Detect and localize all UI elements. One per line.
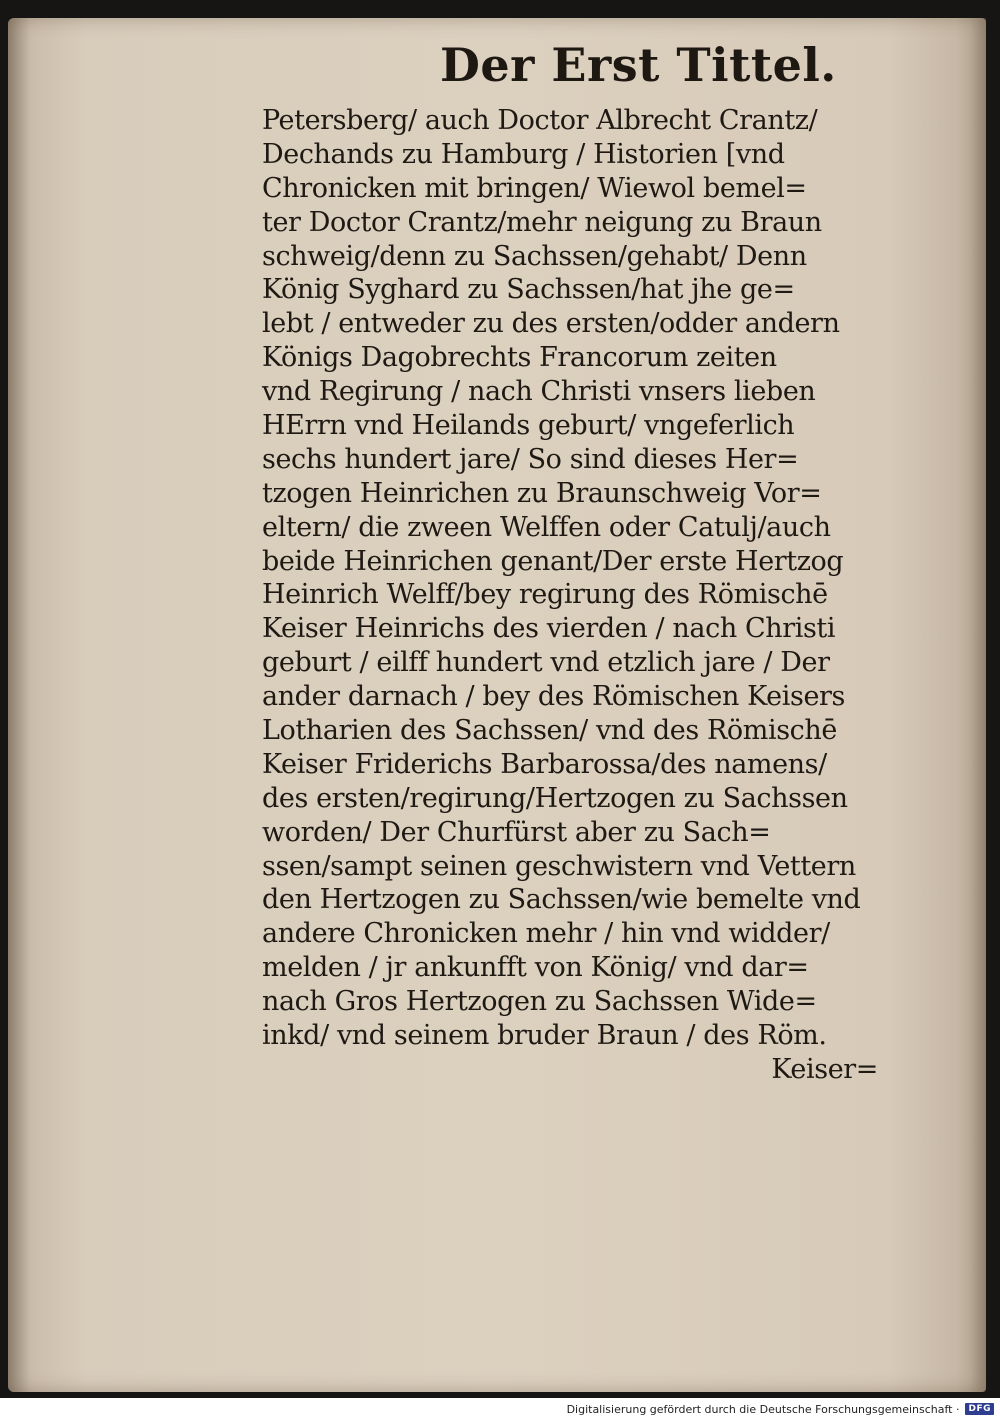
text-line: tzogen Heinrichen zu Braunschweig Vor= bbox=[262, 477, 822, 509]
text-line: HErrn vnd Heilands geburt/ vngeferlich bbox=[262, 410, 795, 442]
text-line: Petersberg/ auch Doctor Albrecht Crantz/ bbox=[262, 105, 818, 136]
text-line: ander darnach / bey des Römischen Keisers bbox=[262, 681, 845, 713]
running-head: Der Erst Tittel. bbox=[440, 38, 837, 92]
text-line: lebt / entweder zu des ersten/odder andern bbox=[262, 308, 840, 340]
text-line: geburt / eilff hundert vnd etzlich jare / Der bbox=[262, 647, 830, 679]
text-line: beide Heinrichen genant/Der erste Hertzog bbox=[262, 545, 844, 577]
text-line: eltern/ die zween Welffen oder Catulj/auch bbox=[262, 511, 831, 543]
text-line: ter Doctor Crantz/mehr neigung zu Braun bbox=[262, 206, 822, 238]
text-line: andere Chronicken mehr / hin vnd widder/ bbox=[262, 918, 830, 950]
text-line: worden/ Der Churfürst aber zu Sach= bbox=[262, 816, 771, 848]
text-line: Lotharien des Sachssen/ vnd des Römischē bbox=[262, 715, 837, 747]
text-line: schweig/denn zu Sachssen/gehabt/ Denn bbox=[262, 240, 807, 272]
text-line: den Hertzogen zu Sachssen/wie bemelte vnd bbox=[262, 884, 861, 916]
text-line: Heinrich Welff/bey regirung des Römischē bbox=[262, 579, 828, 611]
text-line: sechs hundert jare/ So sind dieses Her= bbox=[262, 443, 799, 475]
funding-notice: Digitalisierung gefördert durch die Deutsche Forschungsgemeinschaft · bbox=[566, 1402, 960, 1416]
text-line: Königs Dagobrechts Francorum zeiten bbox=[262, 342, 777, 374]
text-line: ssen/sampt seinen geschwistern vnd Vettern bbox=[262, 850, 856, 882]
text-line: Dechands zu Hamburg / Historien [vnd bbox=[262, 138, 785, 170]
digitization-footer bbox=[0, 1398, 1000, 1420]
text-line: vnd Regirung / nach Christi vnsers lieben bbox=[262, 376, 816, 408]
text-line: Keiser Friderichs Barbarossa/des namens/ bbox=[262, 748, 827, 780]
catchword: Keiser= bbox=[771, 1053, 878, 1085]
text-line: König Syghard zu Sachssen/hat jhe ge= bbox=[262, 274, 795, 306]
body-text bbox=[262, 104, 882, 1087]
text-line: Chronicken mit bringen/ Wiewol bemel= bbox=[262, 172, 807, 204]
text-line: inkd/ vnd seinem bruder Braun / des Röm. bbox=[262, 1020, 827, 1052]
text-line: melden / jr ankunfft von König/ vnd dar= bbox=[262, 952, 809, 984]
text-line: nach Gros Hertzogen zu Sachssen Wide= bbox=[262, 986, 817, 1018]
page-edge-shadow bbox=[970, 18, 986, 1392]
text-line: Keiser Heinrichs des vierden / nach Christi bbox=[262, 613, 836, 645]
text-line: des ersten/regirung/Hertzogen zu Sachssen bbox=[262, 782, 848, 814]
dfg-logo: DFG bbox=[965, 1403, 994, 1415]
